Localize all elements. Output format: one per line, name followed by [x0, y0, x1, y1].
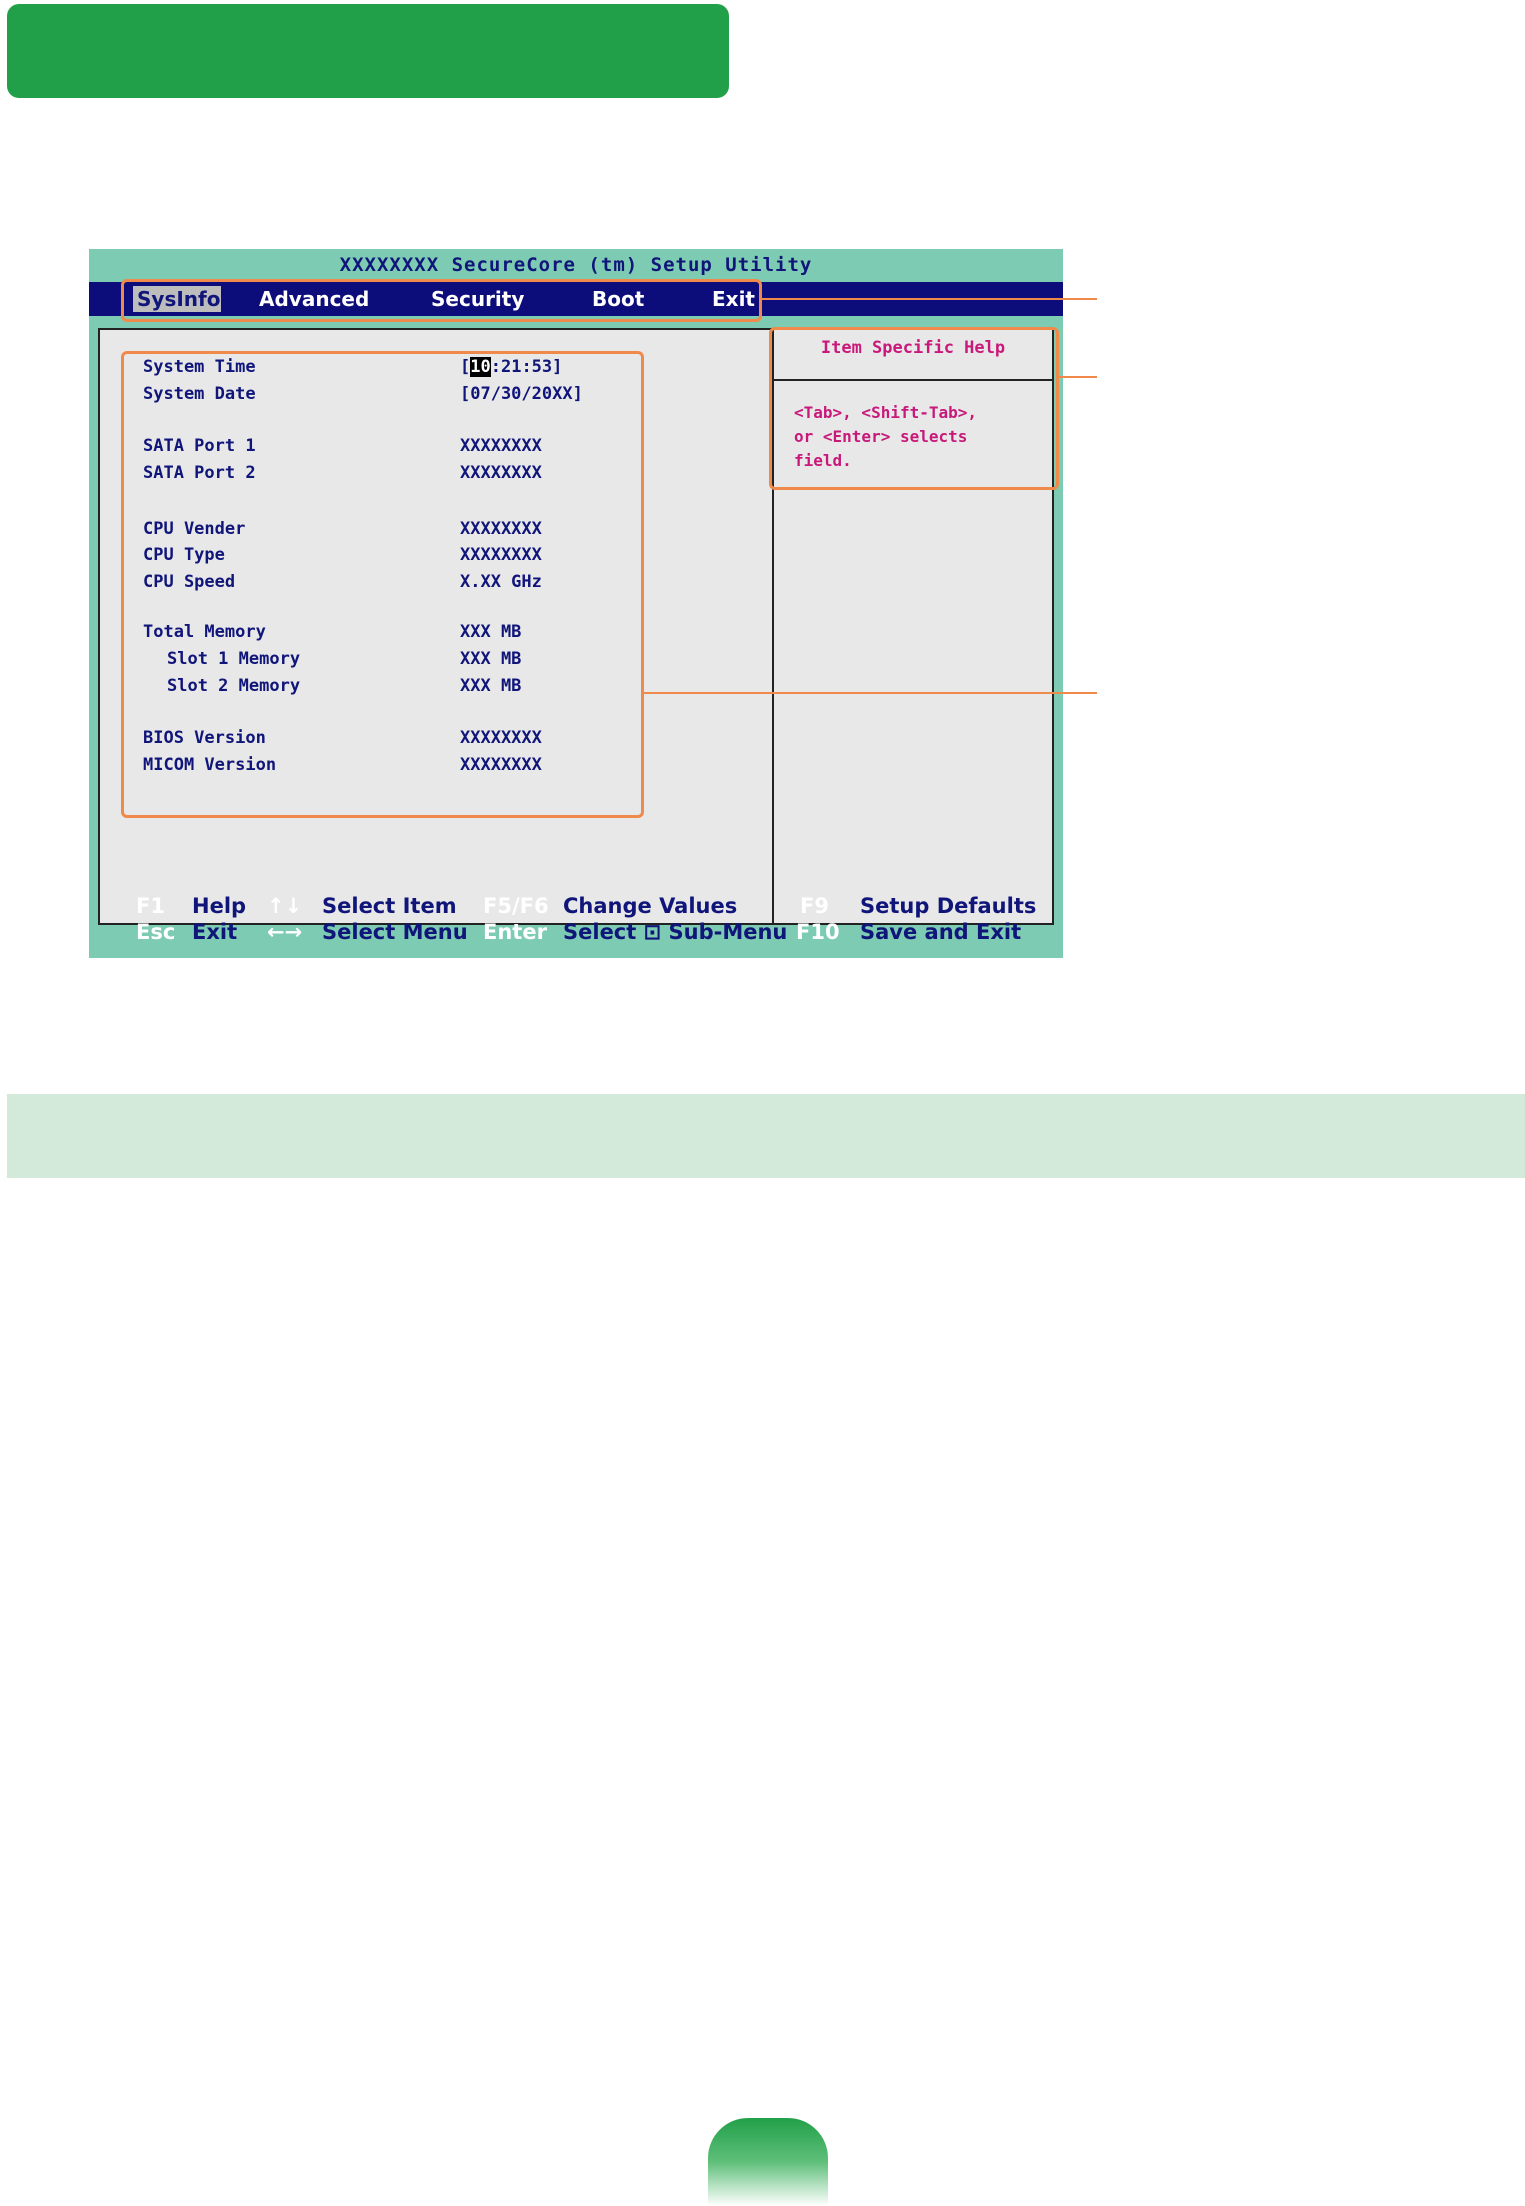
field-value-sata-port-2: XXXXXXXX: [460, 463, 542, 483]
field-label-sata-port-1: SATA Port 1: [143, 436, 256, 456]
footer-desc-select-item: Select Item: [322, 894, 457, 918]
field-value-cpu-speed: X.XX GHz: [460, 572, 542, 592]
field-label-cpu-vender: CPU Vender: [143, 519, 246, 539]
footer-key-esc: Esc: [136, 920, 176, 944]
footer-desc-exit: Exit: [192, 920, 238, 944]
footer-desc-save-and-exit: Save and Exit: [860, 920, 1022, 944]
footer-key-left-right: ←→: [267, 920, 303, 944]
field-label-sata-port-2: SATA Port 2: [143, 463, 256, 483]
field-value-slot-1-memory: XXX MB: [460, 649, 522, 669]
callout-line-fields: [644, 692, 1097, 694]
field-label-system-date: System Date: [143, 384, 256, 404]
field-value-bios-version: XXXXXXXX: [460, 728, 542, 748]
footer-desc-select-sub-menu: Select ⊡ Sub-Menu: [563, 920, 788, 944]
footer-key-f1: F1: [136, 894, 165, 918]
footer-key-up-down: ↑↓: [267, 894, 303, 918]
menu-boot[interactable]: Boot: [592, 287, 645, 311]
field-label-system-time: System Time: [143, 357, 256, 377]
bios-title: XXXXXXXX SecureCore (tm) Setup Utility: [339, 254, 813, 276]
time-hour-highlight[interactable]: 10: [470, 357, 491, 377]
field-value-system-date[interactable]: [07/30/20XX]: [460, 384, 583, 404]
footer-key-f9: F9: [800, 894, 829, 918]
field-value-system-time[interactable]: [10:21:53]: [460, 357, 563, 377]
callout-box-help: [769, 327, 1059, 490]
help-title: Item Specific Help: [820, 338, 1006, 358]
page-number-tab: [708, 2118, 828, 2206]
field-value-cpu-type: XXXXXXXX: [460, 545, 542, 565]
footer-key-enter: Enter: [483, 920, 547, 944]
footer-key-f10: F10: [796, 920, 840, 944]
field-value-total-memory: XXX MB: [460, 622, 522, 642]
menu-sysinfo[interactable]: SysInfo: [137, 287, 221, 311]
field-label-micom-version: MICOM Version: [143, 755, 277, 775]
section-header-bar: [7, 4, 729, 98]
field-label-slot-1-memory: Slot 1 Memory: [167, 649, 301, 669]
field-value-slot-2-memory: XXX MB: [460, 676, 522, 696]
footer-desc-setup-defaults: Setup Defaults: [860, 894, 1037, 918]
footer-key-f5-f6: F5/F6: [483, 894, 549, 918]
note-bar: [7, 1094, 1525, 1178]
field-label-cpu-type: CPU Type: [143, 545, 225, 565]
footer-desc-change-values: Change Values: [563, 894, 738, 918]
field-value-sata-port-1: XXXXXXXX: [460, 436, 542, 456]
field-value-micom-version: XXXXXXXX: [460, 755, 542, 775]
footer-desc-help: Help: [192, 894, 247, 918]
menu-advanced[interactable]: Advanced: [259, 287, 370, 311]
help-text: <Tab>, <Shift-Tab>, or <Enter> selects field.: [794, 403, 978, 470]
callout-line-help: [1059, 376, 1097, 378]
footer-desc-select-menu: Select Menu: [322, 920, 468, 944]
callout-line-menu: [762, 298, 1097, 300]
field-label-bios-version: BIOS Version: [143, 728, 266, 748]
menu-exit[interactable]: Exit: [712, 287, 755, 311]
field-value-cpu-vender: XXXXXXXX: [460, 519, 542, 539]
callout-box-menu: [121, 279, 762, 322]
field-label-total-memory: Total Memory: [143, 622, 266, 642]
callout-box-fields: [121, 351, 644, 818]
menu-security[interactable]: Security: [431, 287, 525, 311]
field-label-slot-2-memory: Slot 2 Memory: [167, 676, 301, 696]
field-label-cpu-speed: CPU Speed: [143, 572, 236, 592]
